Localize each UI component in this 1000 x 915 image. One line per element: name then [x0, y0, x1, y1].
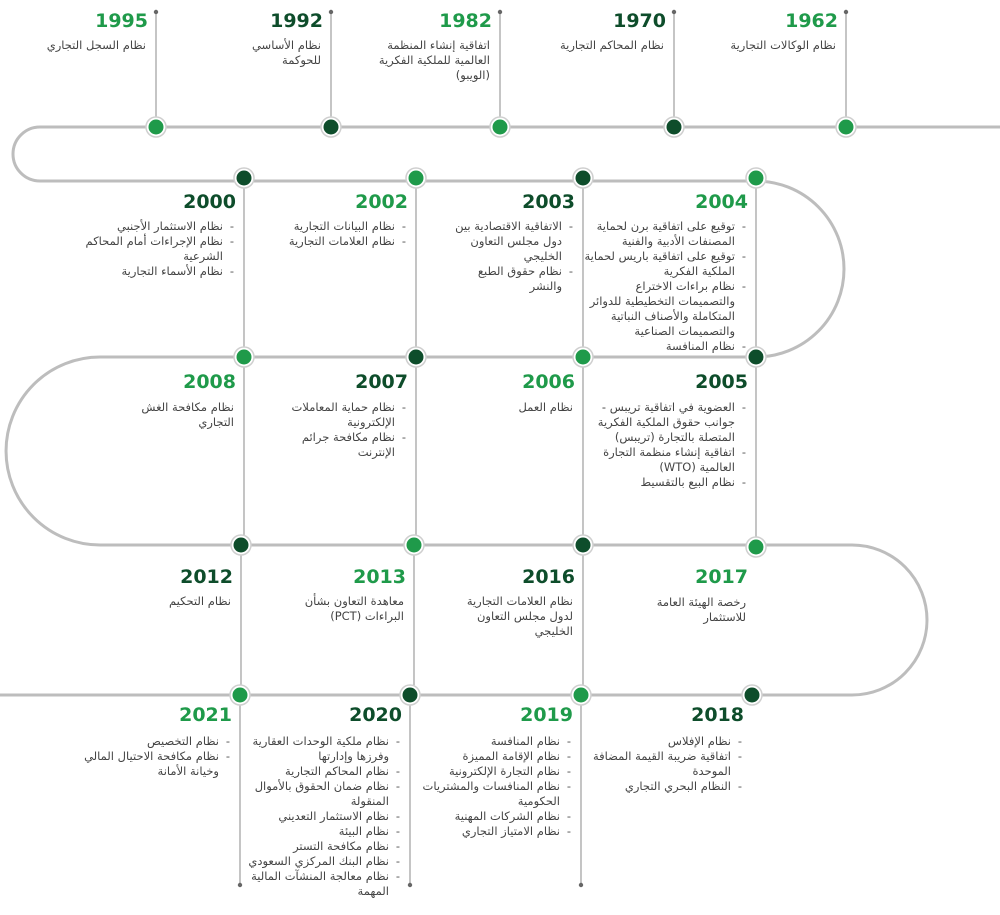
event-item: - نظام الإقامة المميزة	[421, 749, 571, 764]
event-item: - نظام البيع بالتقسيط	[591, 475, 746, 490]
year-label-1982: 1982	[439, 10, 492, 32]
event-list-2005	[591, 400, 746, 490]
year-label-2007: 2007	[355, 371, 408, 393]
event-item: - نظام المنافسة	[421, 734, 571, 749]
year-label-1962: 1962	[785, 10, 838, 32]
year-label-2004: 2004	[695, 191, 748, 213]
year-label-1995: 1995	[95, 10, 148, 32]
node-dot-2005	[749, 350, 764, 365]
year-label-2002: 2002	[355, 191, 408, 213]
event-item: - نظام معالجة المنشآت المالية المهمة	[225, 869, 400, 899]
node-dot-2020	[403, 688, 418, 703]
event-item: نظام الأساسي للحوكمة	[251, 38, 321, 67]
stem-end-dot-2020	[408, 883, 412, 887]
event-list-2000	[74, 219, 234, 279]
event-item: - توقيع على اتفاقية برن لحماية المصنفات الأدبية والفنية	[581, 219, 746, 249]
event-item: - نظام براءات الاختراع والتصميمات التخطيطية للدوائر المتكاملة والأصناف النباتية والتصميمات الصناعية	[581, 279, 746, 339]
stem-end-dot-1995	[154, 10, 158, 14]
event-item: - نظام التجارة الإلكترونية	[421, 764, 571, 779]
event-item: - نظام العلامات التجارية	[281, 234, 406, 249]
event-list-2020	[225, 734, 400, 899]
year-label-1992: 1992	[270, 10, 323, 32]
event-item: نظام العمل	[518, 400, 573, 414]
event-item: - اتفاقية ضريبة القيمة المضافة الموحدة	[592, 749, 742, 779]
events-2006	[453, 400, 573, 415]
stem-end-dot-1982	[498, 10, 502, 14]
event-item: رخصة الهيئة العامة للاستثمار	[656, 595, 746, 624]
event-item: - توقيع على اتفاقية باريس لحماية الملكية الفكرية	[581, 249, 746, 279]
node-dot-2017	[749, 540, 764, 555]
events-2007	[266, 400, 406, 460]
event-list-2019	[421, 734, 571, 839]
event-item: - نظام ضمان الحقوق بالأموال المنقولة	[225, 779, 400, 809]
year-label-2021: 2021	[179, 704, 232, 726]
event-item: - النظام البحري التجاري	[592, 779, 742, 794]
event-item: - نظام الاستثمار التعديني	[225, 809, 400, 824]
events-2016	[443, 594, 573, 639]
event-list-2004	[581, 219, 746, 354]
year-label-2006: 2006	[522, 371, 575, 393]
event-item: - نظام ملكية الوحدات العقارية وفرزها وإدارتها	[225, 734, 400, 764]
event-item: - نظام البنك المركزي السعودي	[225, 854, 400, 869]
events-2019	[421, 734, 571, 839]
events-2008	[124, 400, 234, 430]
node-dot-2021	[233, 688, 248, 703]
event-item: - نظام الأسماء التجارية	[74, 264, 234, 279]
stem-end-dot-1992	[329, 10, 333, 14]
year-label-2008: 2008	[183, 371, 236, 393]
event-item: - نظام الاستثمار الأجنبي	[74, 219, 234, 234]
events-1982	[370, 38, 490, 83]
event-item: - نظام المنافسة	[581, 339, 746, 354]
year-label-2012: 2012	[180, 566, 233, 588]
event-item: - نظام مكافحة الاحتيال المالي وخيانة الأمانة	[60, 749, 230, 779]
event-list-2018	[592, 734, 742, 794]
events-2005	[591, 400, 746, 490]
event-item: - نظام البيئة	[225, 824, 400, 839]
stem-end-dot-1970	[672, 10, 676, 14]
event-item: اتفاقية إنشاء المنظمة العالمية للملكية الفكرية (الويبو)	[378, 38, 490, 82]
event-item: - نظام المحاكم التجارية	[225, 764, 400, 779]
event-list-2003	[443, 219, 573, 294]
events-2002	[281, 219, 406, 249]
event-item: نظام السجل التجاري	[46, 38, 146, 52]
event-item: - نظام البيانات التجارية	[281, 219, 406, 234]
event-item: - نظام مكافحة جرائم الإنترنت	[266, 430, 406, 460]
event-item: - نظام الإجراءات أمام المحاكم الشرعية	[74, 234, 234, 264]
event-item: - نظام الشركات المهنية	[421, 809, 571, 824]
events-2013	[274, 594, 404, 624]
node-dot-1982	[493, 120, 508, 135]
events-2012	[121, 594, 231, 609]
year-label-1970: 1970	[613, 10, 666, 32]
event-item: - نظام الامتياز التجاري	[421, 824, 571, 839]
node-dot-1995	[149, 120, 164, 135]
event-item: - الاتفاقية الاقتصادية بين دول مجلس التعاون الخليجي	[443, 219, 573, 264]
event-item: - نظام حماية المعاملات الإلكترونية	[266, 400, 406, 430]
event-item: - نظام المنافسات والمشتريات الحكومية	[421, 779, 571, 809]
event-list-2007	[266, 400, 406, 460]
events-1970	[554, 38, 664, 53]
event-item: نظام المحاكم التجارية	[560, 38, 664, 52]
year-label-2003: 2003	[522, 191, 575, 213]
year-label-2016: 2016	[522, 566, 575, 588]
node-dot-2002	[409, 171, 424, 186]
node-dot-1970	[667, 120, 682, 135]
events-2020	[225, 734, 400, 899]
events-2000	[74, 219, 234, 279]
stem-end-dot-2019	[579, 883, 583, 887]
node-dot-2012	[234, 538, 249, 553]
node-dot-2003	[576, 171, 591, 186]
year-label-2000: 2000	[183, 191, 236, 213]
year-label-2019: 2019	[520, 704, 573, 726]
event-item: نظام مكافحة الغش التجاري	[141, 400, 234, 429]
node-dot-1962	[839, 120, 854, 135]
event-item: - العضوية في اتفاقية تريبس - جوانب حقوق الملكية الفكرية المتصلة بالتجارة (تريبس)	[591, 400, 746, 445]
event-item: - نظام حقوق الطبع والنشر	[443, 264, 573, 294]
year-label-2017: 2017	[695, 566, 748, 588]
node-dot-2018	[745, 688, 760, 703]
node-dot-2004	[749, 171, 764, 186]
event-list-2021	[60, 734, 230, 779]
stem-end-dot-1962	[844, 10, 848, 14]
event-item: - نظام مكافحة التستر	[225, 839, 400, 854]
year-label-2013: 2013	[353, 566, 406, 588]
event-item: - نظام التخصيص	[60, 734, 230, 749]
events-2017	[626, 595, 746, 625]
events-2004	[581, 219, 746, 354]
node-dot-1992	[324, 120, 339, 135]
event-item: - اتفاقية إنشاء منظمة التجارة العالمية (WTO)	[591, 445, 746, 475]
year-label-2020: 2020	[349, 704, 402, 726]
event-list-2002	[281, 219, 406, 249]
events-2018	[592, 734, 742, 794]
year-label-2018: 2018	[691, 704, 744, 726]
event-item: - نظام الإفلاس	[592, 734, 742, 749]
events-1992	[211, 38, 321, 68]
event-item: معاهدة التعاون بشأن البراءات (PCT)	[304, 594, 404, 623]
events-1995	[36, 38, 146, 53]
event-item: نظام التحكيم	[169, 594, 231, 608]
node-dot-2008	[237, 350, 252, 365]
year-label-2005: 2005	[695, 371, 748, 393]
node-dot-2007	[409, 350, 424, 365]
node-dot-2013	[407, 538, 422, 553]
event-item: نظام الوكالات التجارية	[730, 38, 836, 52]
node-dot-2019	[574, 688, 589, 703]
events-2003	[443, 219, 573, 294]
events-1962	[726, 38, 836, 53]
node-dot-2000	[237, 171, 252, 186]
events-2021	[60, 734, 230, 779]
node-dot-2016	[576, 538, 591, 553]
event-item: نظام العلامات التجارية لدول مجلس التعاون الخليجي	[466, 594, 573, 638]
